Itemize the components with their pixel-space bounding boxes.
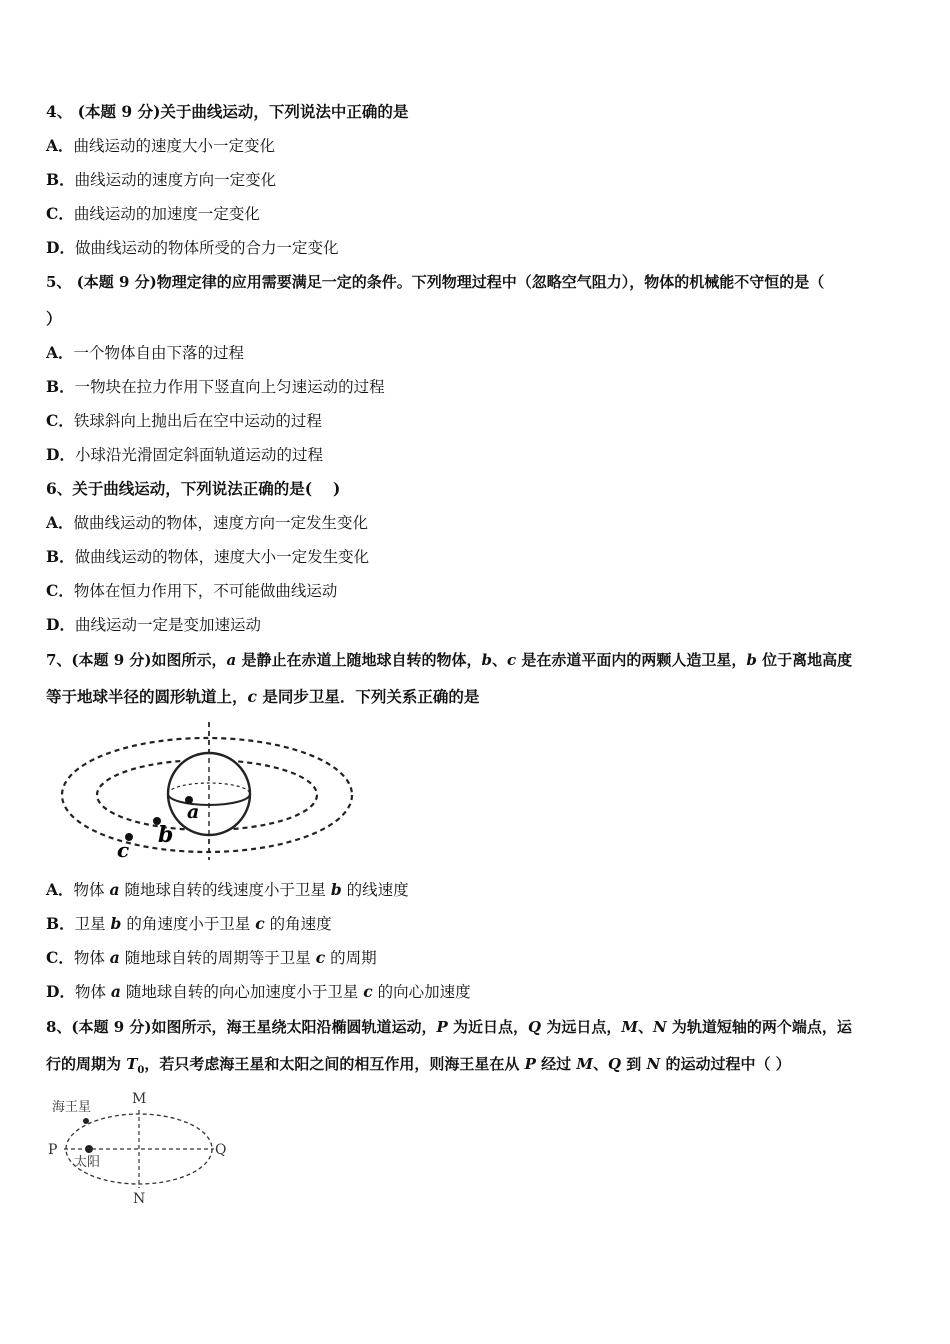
subscript: 0 [137,1065,145,1076]
label-sun: 太阳 [74,1155,101,1170]
label-q: Q [215,1142,227,1158]
text: 7、(本题 9 分)如图所示， [46,651,227,669]
text: 、 [592,1055,608,1073]
label-p: P [48,1142,58,1158]
option-text: 一个物体自由下落的过程 [73,344,245,362]
text: 物体 [74,983,111,1001]
option-label: C． [46,411,74,430]
option-text: 物体在恒力作用下，不可能做曲线运动 [73,582,338,600]
text: 的运动过程中（ ） [660,1055,791,1073]
option-text: 做曲线运动的物体，速度大小一定发生变化 [74,548,370,566]
var: a [109,948,120,967]
option-text: 曲线运动的速度大小一定变化 [73,137,276,155]
q6-option-d [46,614,916,636]
label-n: N [133,1191,146,1207]
var: b [330,880,342,899]
option-text: 小球沿光滑固定斜面轨道运动的过程 [74,446,323,464]
var: a [110,982,121,1001]
var: M [621,1018,638,1036]
text: 8、(本题 9 分)如图所示，海王星绕太阳沿椭圆轨道运动， [46,1018,437,1036]
option-label: B． [46,914,75,933]
q8-figure-ellipse [44,1086,244,1212]
var: T [126,1055,138,1073]
option-label: C． [46,204,74,223]
q7-option-b [46,913,916,935]
q8-stem-line1 [46,1016,926,1038]
var: a [109,880,120,899]
label-m: M [132,1091,147,1107]
text: 等于地球半径的圆形轨道上， [46,687,248,706]
option-text: 一物块在拉力作用下竖直向上匀速运动的过程 [74,378,385,396]
var: b [746,651,757,669]
text: 的角速度 [264,915,332,933]
text: 的周期 [325,949,377,967]
var: b [110,914,122,933]
q4-option-a [46,135,916,157]
option-label: B． [46,170,75,189]
q5-stem-line1: 5、 (本题 9 分)物理定律的应用需要满足一定的条件。下列物理过程中（忽略空气阻力），物体的机械能不守恒的是（ [46,273,825,291]
text: 位于离地高度 [756,651,853,669]
var: P [524,1055,536,1073]
label-neptune: 海王星 [52,1100,92,1115]
var: c [315,948,326,967]
q7-stem-line2 [46,686,916,708]
option-label: A． [46,880,74,899]
option-text: 曲线运动的加速度一定变化 [73,205,260,223]
option-label: D． [46,445,75,464]
option-label: C． [46,581,74,600]
q8-stem-line2 [46,1053,926,1082]
q6-stem: 6、关于曲线运动，下列说法正确的是( ) [46,479,341,498]
option-text: 曲线运动一定是变加速运动 [74,616,261,634]
q5-option-d [46,444,916,466]
text: 行的周期为 [46,1055,127,1073]
option-text: 做曲线运动的物体所受的合力一定变化 [74,239,339,257]
var: c [507,651,517,669]
text: 随地球自转的向心加速度小于卫星 [120,983,364,1001]
q4-stem: 4、 (本题 9 分)关于曲线运动，下列说法中正确的是 [46,102,409,121]
q5-stem-line2: ） [46,309,62,328]
q4-option-d [46,237,916,259]
text: 物体 [73,949,110,967]
var: Q [607,1055,622,1073]
q5-option-b [46,376,916,398]
q7-option-a [46,879,916,901]
text: 为近日点， [447,1018,529,1036]
option-label: A． [46,513,74,532]
var: Q [528,1018,542,1036]
q7-stem-line1 [46,649,926,671]
text: 经过 [535,1055,577,1073]
option-label: D． [46,238,75,257]
var: c [255,914,265,933]
option-label: D． [46,615,75,634]
text: 、 [637,1018,653,1036]
var: M [576,1055,593,1073]
q5-option-a [46,342,916,364]
neptune-dot [83,1118,89,1124]
text: 卫星 [74,915,111,933]
text: 的线速度 [341,881,409,899]
label-b: b [158,822,174,848]
var: N [646,1055,661,1073]
label-a: a [187,801,200,823]
option-label: B． [46,377,75,396]
text: 为远日点， [541,1018,622,1036]
q6-option-c [46,580,916,602]
sun-dot [85,1145,93,1153]
q4-option-b [46,169,916,191]
option-label: A． [46,343,74,362]
option-label: C． [46,948,74,967]
text: 到 [621,1055,647,1073]
q5-option-c [46,410,916,432]
text: 、 [491,651,507,669]
var: c [363,982,373,1001]
var: c [247,687,257,706]
label-c: c [117,838,130,862]
text: 的角速度小于卫星 [121,915,256,933]
option-text: 做曲线运动的物体，速度方向一定发生变化 [73,514,369,532]
var: a [226,651,237,669]
text: ，若只考虑海王星和太阳之间的相互作用，则海王星在从 [144,1055,525,1073]
text: 随地球自转的周期等于卫星 [119,949,316,967]
text: 是静止在赤道上随地球自转的物体， [236,651,482,669]
text: 为轨道短轴的两个端点，运 [666,1018,852,1036]
option-label: B． [46,547,75,566]
q7-figure-orbits [50,718,360,870]
q6-option-a [46,512,916,534]
q7-option-c [46,947,916,969]
text: 的向心加速度 [372,983,471,1001]
neptune-orbit-diagram [44,1086,244,1208]
var: b [481,651,492,669]
option-label: D． [46,982,75,1001]
text: 是同步卫星．下列关系正确的是 [256,687,480,706]
q7-option-d [46,981,916,1003]
q6-option-b [46,546,916,568]
text: 随地球自转的线速度小于卫星 [119,881,331,899]
var: N [652,1018,667,1036]
orbit-diagram [50,718,360,866]
text: 是在赤道平面内的两颗人造卫星， [516,651,747,669]
var: P [436,1018,448,1036]
text: 物体 [73,881,110,899]
option-text: 铁球斜向上抛出后在空中运动的过程 [73,412,322,430]
option-text: 曲线运动的速度方向一定变化 [74,171,277,189]
option-label: A． [46,136,74,155]
q4-option-c [46,203,916,225]
